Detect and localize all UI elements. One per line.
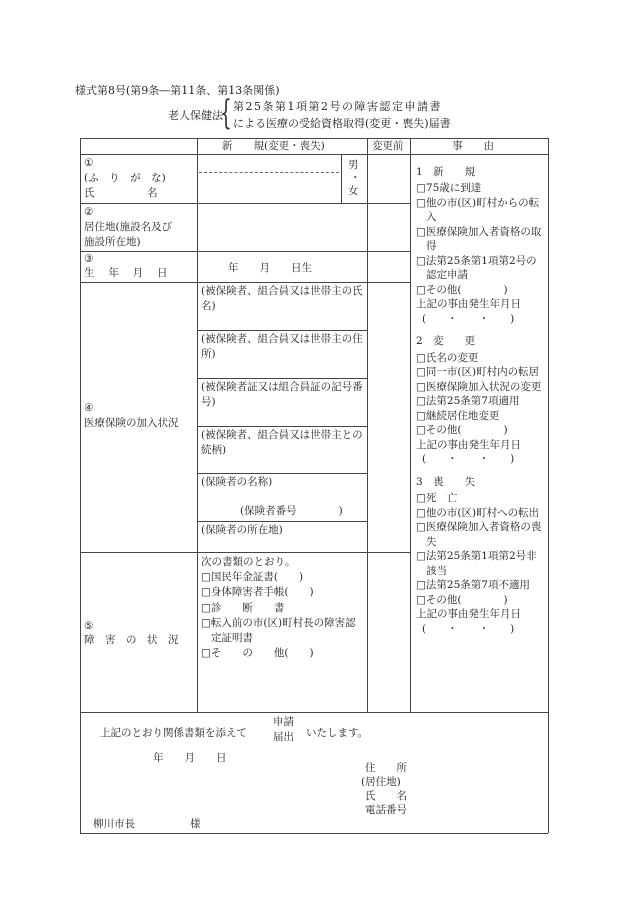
row-divider xyxy=(197,521,367,522)
insurer-name: (保険者の名称) xyxy=(201,476,273,488)
submit-date: 年 月 日 xyxy=(153,752,227,764)
reasons-list xyxy=(416,165,546,636)
law-name: 老人保健法 xyxy=(168,109,223,122)
applicant-name-label: 氏 名 xyxy=(365,790,407,802)
reason-loss-heading: 3 喪 失 xyxy=(416,475,476,488)
doc-transfer-cert: □ 転入前の市(区)町村長の障害認定証明書 xyxy=(201,616,365,646)
honorific: 様 xyxy=(190,818,201,830)
table-body-bottom xyxy=(80,712,548,713)
new-col-header: 新 規(変更・喪失) xyxy=(222,140,325,152)
statement-text: 上記のとおり関係書類を添えて xyxy=(100,727,247,739)
row-divider xyxy=(80,203,410,204)
insurance-label: 医療保険の加入状況 xyxy=(84,417,179,429)
stack-notify: 届出 xyxy=(273,731,294,743)
insurance-card-number: (被保険者証又は組合員証の記号番号) xyxy=(201,381,363,409)
insurer-number: (保険者番号 ) xyxy=(240,505,343,517)
row-num-1: ① xyxy=(84,157,94,169)
insurance-relationship: (被保険者、組合員又は世帯主との続柄) xyxy=(201,429,363,457)
reason-new-date-label: 上記の事由発生年月日 xyxy=(416,298,521,311)
header-divider xyxy=(80,154,548,155)
statement-end: いたします。 xyxy=(306,727,369,739)
reason-loss-item: □ 医療保険加入者資格の喪失 xyxy=(416,520,546,549)
reason-change-item: □ 継続居住地変更 xyxy=(416,409,546,423)
insurer-location: (保険者の所在地) xyxy=(201,524,283,536)
address-label-2: 施設所在地) xyxy=(84,236,141,248)
col-divider xyxy=(410,138,411,712)
furigana-label: (ふ り が な) xyxy=(84,172,166,184)
sex-dot: ・ xyxy=(350,172,361,184)
row-divider xyxy=(197,378,367,379)
reason-new-item: □ 医療保険加入者資格の取得 xyxy=(416,225,546,254)
reason-new-heading: 1 新 規 xyxy=(416,166,476,178)
disability-docs xyxy=(201,555,365,662)
reason-change-item: □ 同一市(区)町村内の転居 xyxy=(416,365,546,379)
applicant-residence-label: (居住地) xyxy=(361,776,401,788)
title-line2: による医療の受給資格取得(変更・喪失)届書 xyxy=(233,117,451,130)
name-label: 氏 名 xyxy=(84,187,158,199)
insurance-holder-address: (被保険者、組合員又は世帯主の住所) xyxy=(201,333,363,361)
title-line1: 第25条第1項第2号の障害認定申請書 xyxy=(233,100,442,113)
reason-change-heading: 2 変 更 xyxy=(416,335,476,348)
doc-pension-cert: □ 国民年金証書( ) xyxy=(201,570,365,585)
doc-other: □ そ の 他( ) xyxy=(201,646,365,661)
row-divider xyxy=(197,473,367,474)
table-border-left xyxy=(80,138,81,833)
col-divider xyxy=(367,138,368,712)
furigana-divider xyxy=(199,172,339,173)
row-divider xyxy=(80,552,410,553)
reason-change-date-label: 上記の事由発生年月日 xyxy=(416,438,521,451)
table-border-top xyxy=(80,138,548,139)
insurance-holder-name: (被保険者、組合員又は世帯主の氏名) xyxy=(201,285,363,313)
reason-loss-date-value: ( ・ ・ ) xyxy=(422,622,515,635)
before-col-header: 変更前 xyxy=(372,140,404,152)
reason-change-item: □ 医療保険加入状況の変更 xyxy=(416,380,546,394)
reason-new-item: □ 法第25条第1項第2号の認定申請 xyxy=(416,254,546,283)
table-border-bottom xyxy=(80,833,548,834)
row-divider xyxy=(197,426,367,427)
address-label-1: 居住地(施設名及び xyxy=(84,221,173,233)
row-num-4: ④ xyxy=(84,402,94,414)
reason-loss-item: □ その他( ) xyxy=(416,593,546,607)
row-divider xyxy=(80,282,410,283)
brace-icon: { xyxy=(220,93,232,133)
reason-loss-item: □ 死 亡 xyxy=(416,491,546,505)
disability-intro: 次の書類のとおり。 xyxy=(201,556,296,568)
reason-new-item: □ その他( ) xyxy=(416,283,546,297)
reason-loss-item: □ 法第25条第7項不適用 xyxy=(416,578,546,592)
birth-label: 生 年 月 日 xyxy=(84,267,168,279)
addressee: 柳川市長 xyxy=(93,818,135,830)
reason-change-item: □ その他( ) xyxy=(416,423,546,437)
row-divider xyxy=(197,330,367,331)
reason-new-date-value: ( ・ ・ ) xyxy=(422,312,515,325)
applicant-phone-label: 電話番号 xyxy=(365,804,407,816)
reason-col-header: 事 由 xyxy=(452,140,494,152)
sex-col-divider xyxy=(341,154,342,203)
reason-loss-item: □ 法第25条第1項第2号非該当 xyxy=(416,549,546,578)
doc-disability-handbook: □ 身体障害者手帳( ) xyxy=(201,585,365,600)
reason-change-date-value: ( ・ ・ ) xyxy=(422,453,515,466)
form-number: 様式第8号(第9条―第11条、第13条関係) xyxy=(75,84,280,97)
row-divider xyxy=(80,251,410,252)
row-num-2: ② xyxy=(84,206,94,218)
reason-loss-date-label: 上記の事由発生年月日 xyxy=(416,608,521,621)
row-num-5: ⑤ xyxy=(84,620,94,632)
reason-change-item: □ 法第25条第7項適用 xyxy=(416,394,546,408)
birth-value: 年 月 日生 xyxy=(228,262,312,274)
col-divider xyxy=(197,138,198,712)
reason-change-item: □ 氏名の変更 xyxy=(416,351,546,365)
doc-medical-cert: □ 診 断 書 xyxy=(201,601,365,616)
reason-new-item: □ 他の市(区)町村からの転入 xyxy=(416,196,546,225)
applicant-address-label: 住 所 xyxy=(365,762,407,774)
sex-male: 男 xyxy=(348,159,359,171)
disability-label: 障 害 の 状 況 xyxy=(84,634,179,646)
table-border-right xyxy=(548,138,549,833)
sex-female: 女 xyxy=(348,185,359,197)
reason-new-item: □ 75歳に到達 xyxy=(416,181,546,195)
row-num-3: ③ xyxy=(84,253,94,265)
reason-loss-item: □ 他の市(区)町村への転出 xyxy=(416,506,546,520)
stack-apply: 申請 xyxy=(273,716,294,728)
